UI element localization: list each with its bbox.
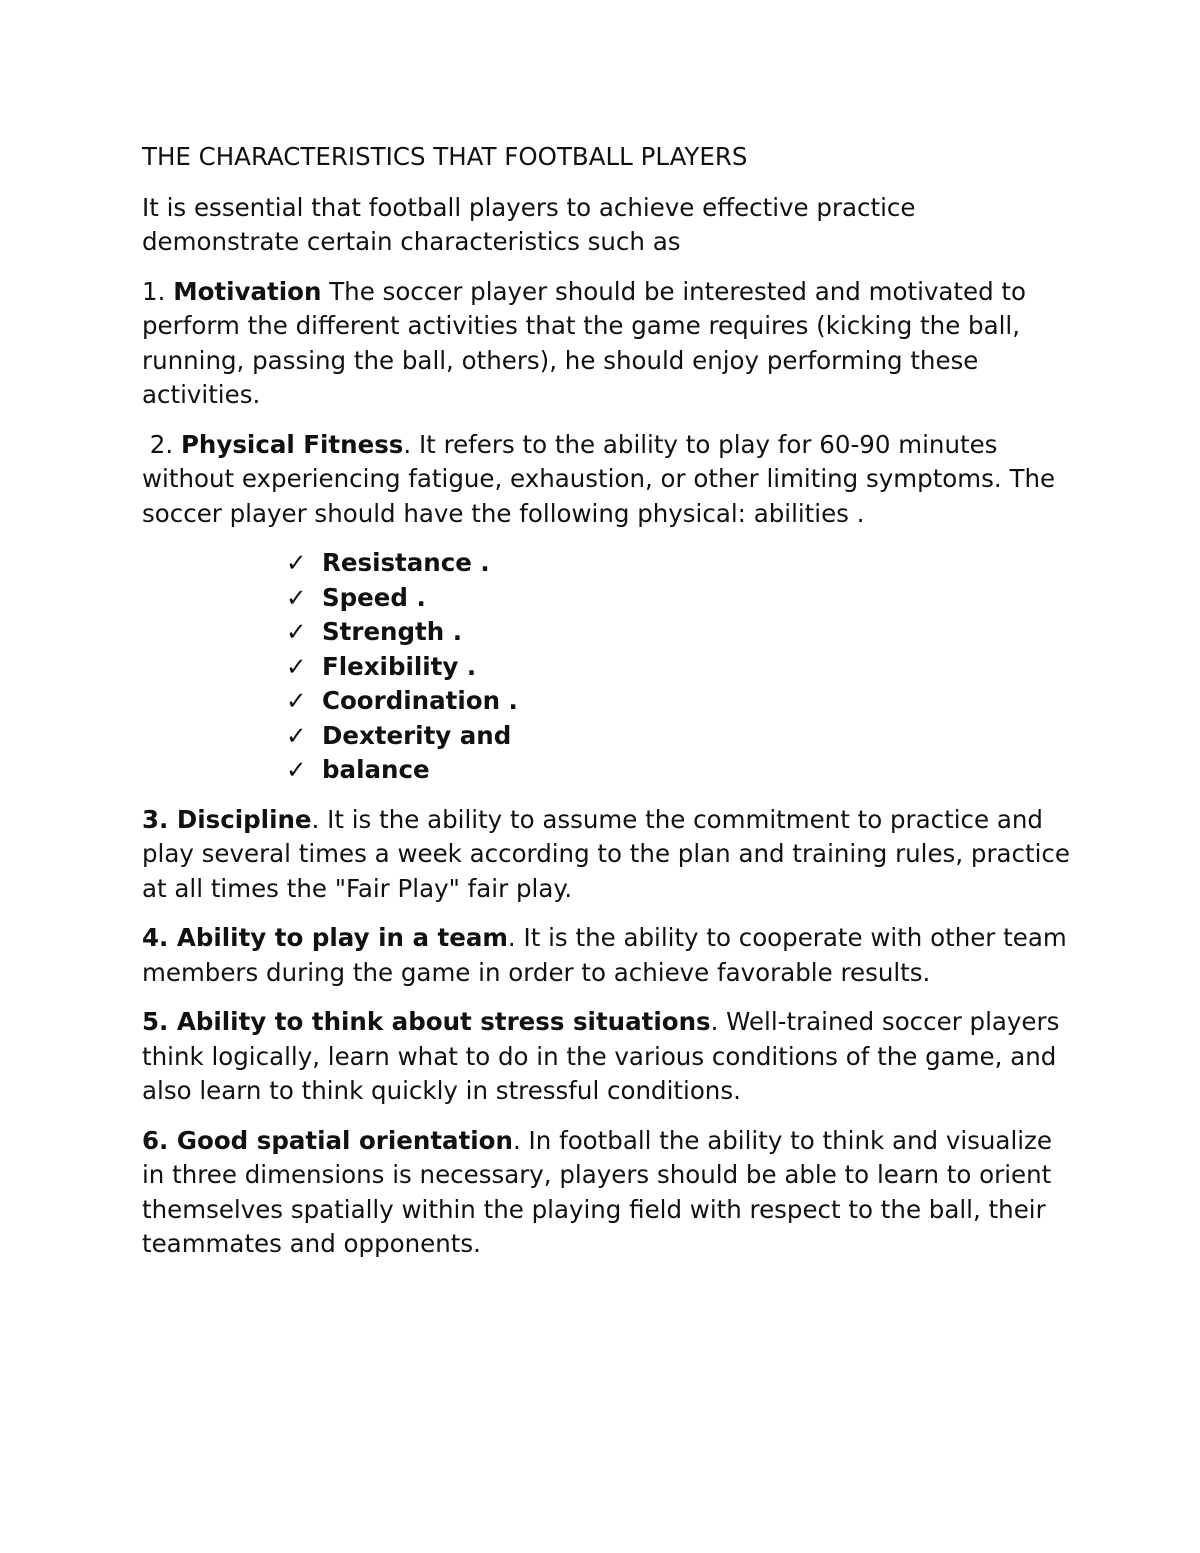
- item-term: 4. Ability to play in a team: [142, 923, 508, 952]
- item-text: . In football the ability to think and visualize in three dimensions is necessary, players should be able to learn to orient themselves spatially within the playing field with respect to the ball, their teammates and opponents.: [142, 1125, 1052, 1258]
- item-number: 2.: [142, 429, 174, 459]
- check-icon: ✓: [286, 582, 307, 612]
- item-number: 3.: [142, 804, 177, 834]
- item-text: . It is the ability to assume the commitment to practice and play several times a week according to the plan and training rules, practice at all times the "Fair Play" fair play.: [142, 804, 1070, 903]
- list-item: ✓ Coordination .: [286, 684, 1072, 719]
- item-number: 6.: [142, 1125, 177, 1155]
- list-item: ✓ Dexterity and: [286, 719, 1072, 754]
- item-term: Motivation: [173, 276, 322, 306]
- list-item: ✓ Speed .: [286, 581, 1072, 616]
- item-term: 6. Good spatial orientation: [142, 1125, 513, 1155]
- item-term: 3. Discipline: [142, 804, 312, 834]
- item-text: . Well-trained soccer players think logically, learn what to do in the various conditions of the game, and also learn to think quickly in stressful conditions.: [142, 1007, 1060, 1105]
- intro-paragraph: It is essential that football players to achieve effective practice demonstrate certain characteristics such as: [142, 192, 916, 256]
- item-team-play: [142, 921, 1072, 990]
- list-item: ✓ balance: [286, 753, 1072, 788]
- item-stress-situations: [142, 1005, 1072, 1109]
- check-icon: ✓: [286, 686, 307, 715]
- check-icon: ✓: [286, 651, 307, 681]
- check-icon: ✓: [286, 755, 307, 784]
- physical-abilities-list: [142, 546, 1072, 788]
- check-icon: ✓: [286, 617, 307, 646]
- list-item: ✓ Strength .: [286, 615, 1072, 650]
- list-item: ✓ Resistance .: [286, 546, 1072, 581]
- item-number: 1.: [142, 276, 166, 306]
- document-page: [142, 140, 1072, 1277]
- item-term: 5. Ability to think about stress situations: [142, 1007, 711, 1036]
- item-number: 5.: [142, 1007, 177, 1036]
- item-physical-fitness: [142, 428, 1072, 532]
- list-item: ✓ Flexibility .: [286, 650, 1072, 685]
- item-motivation: [142, 275, 1072, 413]
- item-number: 4.: [142, 923, 177, 952]
- item-text: The soccer player should be interested and motivated to perform the different activities that the game requires (kicking the ball, running, passing the ball, others), he should enjoy performing these activities.: [142, 276, 1027, 409]
- item-text: . It is the ability to cooperate with other team members during the game in order to achieve favorable results.: [142, 923, 1067, 987]
- item-spatial-orientation: [142, 1124, 1072, 1262]
- check-icon: ✓: [286, 720, 307, 750]
- check-icon: ✓: [286, 548, 307, 577]
- document-title: THE CHARACTERISTICS THAT FOOTBALL PLAYERS: [142, 142, 748, 171]
- item-discipline: [142, 803, 1072, 907]
- item-text: . It refers to the ability to play for 60-90 minutes without experiencing fatigue, exhaustion, or other limiting symptoms. The soccer player should have the following physical: abilities .: [142, 429, 1056, 528]
- item-term: Physical Fitness: [180, 429, 404, 459]
